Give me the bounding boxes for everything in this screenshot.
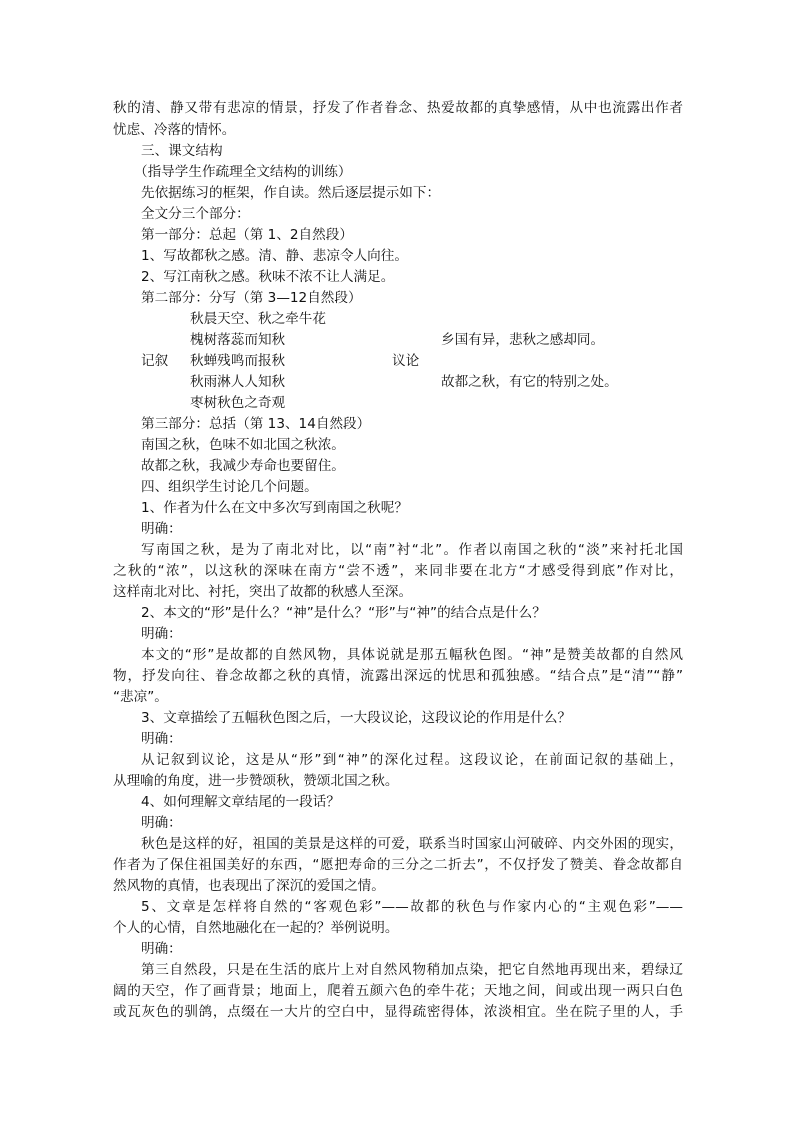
answer-line: “悲凉”。 [113, 689, 168, 705]
comment-item: 乡国有异，悲秋之感却同。 [441, 332, 605, 348]
answer-label: 明确： [141, 731, 182, 747]
answer-label: 明确： [141, 941, 182, 957]
answer-line: 或瓦灰色的驯鸽，点缀在一大片的空白中，显得疏密得体，浓淡相宜。坐在院子里的人，手 [113, 1004, 683, 1020]
scene-item: 枣树秋色之奇观 [190, 395, 286, 411]
section-heading: 三、课文结构 [141, 143, 223, 159]
scene-item: 槐树落蕊而知秋 [190, 332, 286, 348]
part-title: 第三部分：总括（第 13、14自然段） [141, 416, 371, 432]
paragraph-line: 秋的清、静又带有悲凉的情景，抒发了作者眷念、热爱故都的真挚感情，从中也流露出作者 [113, 100, 683, 116]
question: 个人的心情，自然地融化在一起的？举例说明。 [113, 920, 399, 936]
paragraph-line: 忧虑、冷落的情怀。 [113, 122, 236, 138]
answer-line: 物，抒发向往、眷念故都之秋的真情，流露出深远的忧思和孤独感。“结合点”是“清”“静” [113, 668, 683, 684]
answer-label: 明确： [141, 626, 182, 642]
section-note: （指导学生作疏理全文结构的训练） [134, 164, 352, 180]
answer-line: 本文的“形”是故都的自然风物，具体说就是那五幅秋色图。“神”是赞美故都的自然风 [141, 647, 683, 663]
part-title: 第一部分：总起（第 1、2自然段） [141, 227, 353, 243]
scene-item: 秋蝉残鸣而报秋 [190, 353, 286, 369]
comment-item: 故都之秋，有它的特别之处。 [441, 374, 618, 390]
scene-item: 秋晨天空、秋之牵牛花 [190, 311, 326, 327]
answer-line: 第三自然段，只是在生活的底片上对自然风物稍加点染，把它自然地再现出来，碧绿辽 [141, 962, 683, 978]
paragraph-line: 先依据练习的框架，作自读。然后逐层提示如下： [141, 185, 441, 201]
label-narrate: 记叙 [141, 353, 169, 369]
answer-line: 写南国之秋，是为了南北对比，以“南”衬“北”。作者以南国之秋的“淡”来衬托北国 [141, 542, 683, 558]
answer-line: 之秋的“浓”，以这秋的深味在南方“尝不透”，来同非要在北方“才感受得到底”作对比， [113, 563, 683, 579]
list-item: 1、写故都秋之感。清、静、悲凉令人向往。 [141, 248, 408, 264]
question: 5、文章是怎样将自然的“客观色彩”——故都的秋色与作家内心的“主观色彩”—— [141, 899, 683, 915]
question: 3、文章描绘了五幅秋色图之后，一大段议论，这段议论的作用是什么？ [141, 710, 572, 726]
list-item: 故都之秋，我减少寿命也要留住。 [141, 458, 345, 474]
question: 4、如何理解文章结尾的一段话？ [141, 794, 340, 810]
list-item: 2、写江南秋之感。秋味不浓不让人满足。 [141, 269, 395, 285]
answer-label: 明确： [141, 521, 182, 537]
scene-item: 秋雨淋人人知秋 [190, 374, 286, 390]
list-item: 南国之秋，色味不如北国之秋浓。 [141, 437, 345, 453]
question: 1、作者为什么在文中多次写到南国之秋呢？ [141, 500, 408, 516]
answer-line: 作者为了保住祖国美好的东西，“愿把寿命的三分之二折去”，不仅抒发了赞美、眷念故都自 [113, 857, 683, 873]
answer-line: 阔的天空，作了画背景；地面上，爬着五颜六色的牵牛花；天地之间，间或出现一两只白色 [113, 983, 683, 999]
answer-line: 从记叙到议论，这是从“形”到“神”的深化过程。这段议论，在前面记叙的基础上， [141, 752, 683, 768]
answer-line: 秋色是这样的好，祖国的美景是这样的可爱，联系当时国家山河破碎、内交外困的现实， [141, 836, 683, 852]
paragraph-line: 全文分三个部分： [141, 206, 250, 222]
label-discuss: 议论 [392, 353, 420, 369]
section-heading: 四、组织学生讨论几个问题。 [141, 479, 318, 495]
answer-line: 从理喻的角度，进一步赞颂秋，赞颂北国之秋。 [113, 773, 399, 789]
part-title: 第二部分：分写（第 3—12自然段） [141, 290, 362, 306]
answer-label: 明确： [141, 815, 182, 831]
answer-line: 这样南北对比、衬托，突出了故都的秋感人至深。 [113, 584, 413, 600]
question: 2、本文的“形”是什么？“神”是什么？“形”与“神”的结合点是什么？ [141, 605, 546, 621]
answer-line: 然风物的真情，也表现出了深沉的爱国之情。 [113, 878, 385, 894]
